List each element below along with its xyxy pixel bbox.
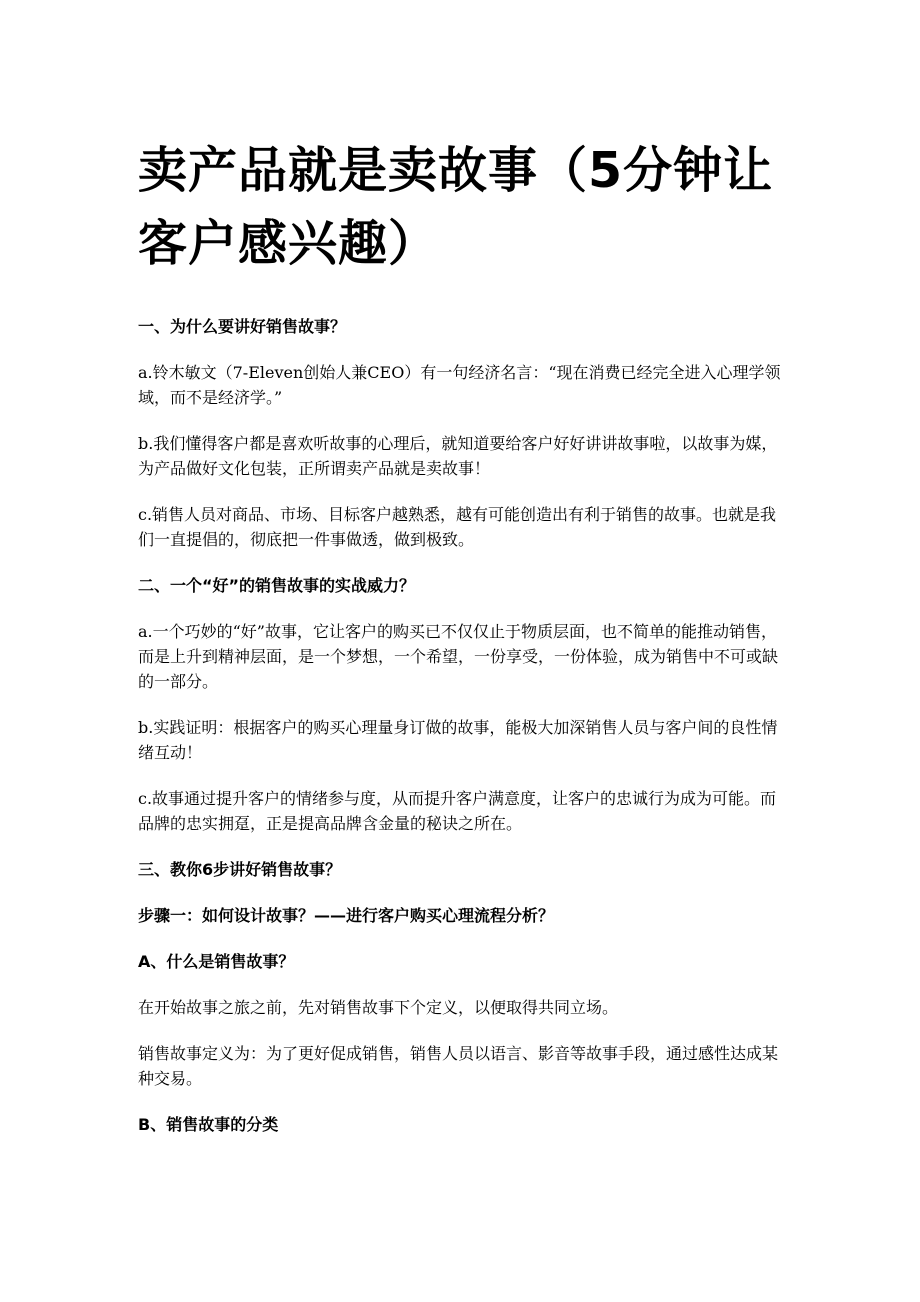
document-body: [138, 314, 790, 1158]
paragraph: a.铃木敏文（7-Eleven创始人兼CEO）有一句经济名言：“现在消费已经完全进入心理学领域，而不是经济学。”: [138, 363, 781, 407]
section-heading: 三、教你6步讲好销售故事？: [138, 860, 342, 879]
section-heading: 二、一个“好”的销售故事的实战威力？: [138, 576, 416, 595]
paragraph: a.一个巧妙的“好”故事，它让客户的购买已不仅仅止于物质层面，也不简单的能推动销售，而是上升到精神层面，是一个梦想，一个希望，一份享受，一份体验，成为销售中不可或缺的一部分。: [138, 622, 779, 691]
section-heading: 一、为什么要讲好销售故事？: [138, 317, 347, 336]
paragraph: 在开始故事之旅之前，先对销售故事下个定义，以便取得共同立场。: [138, 998, 619, 1017]
paragraph: b.我们懂得客户都是喜欢听故事的心理后，就知道要给客户好好讲讲故事啦，以故事为媒，为产品做好文化包装，正所谓卖产品就是卖故事！: [138, 434, 778, 478]
step-heading: 步骤一：如何设计故事？——进行客户购买心理流程分析？: [138, 906, 555, 925]
paragraph: c.故事通过提升客户的情绪参与度，从而提升客户满意度，让客户的忠诚行为成为可能。而品牌的忠实拥趸，正是提高品牌含金量的秘诀之所在。: [138, 789, 777, 833]
document-title: 卖产品就是卖故事（5分钟让客户感兴趣）: [138, 142, 774, 272]
subsection-heading: A、什么是销售故事？: [138, 952, 295, 971]
subsection-heading: B、销售故事的分类: [138, 1115, 279, 1134]
paragraph: 销售故事定义为：为了更好促成销售，销售人员以语言、影音等故事手段，通过感性达成某种交易。: [138, 1044, 779, 1088]
paragraph: b.实践证明：根据客户的购买心理量身订做的故事，能极大加深销售人员与客户间的良性情绪互动！: [138, 718, 778, 762]
paragraph: c.销售人员对商品、市场、目标客户越熟悉，越有可能创造出有利于销售的故事。也就是我们一直提倡的，彻底把一件事做透，做到极致。: [138, 505, 777, 549]
